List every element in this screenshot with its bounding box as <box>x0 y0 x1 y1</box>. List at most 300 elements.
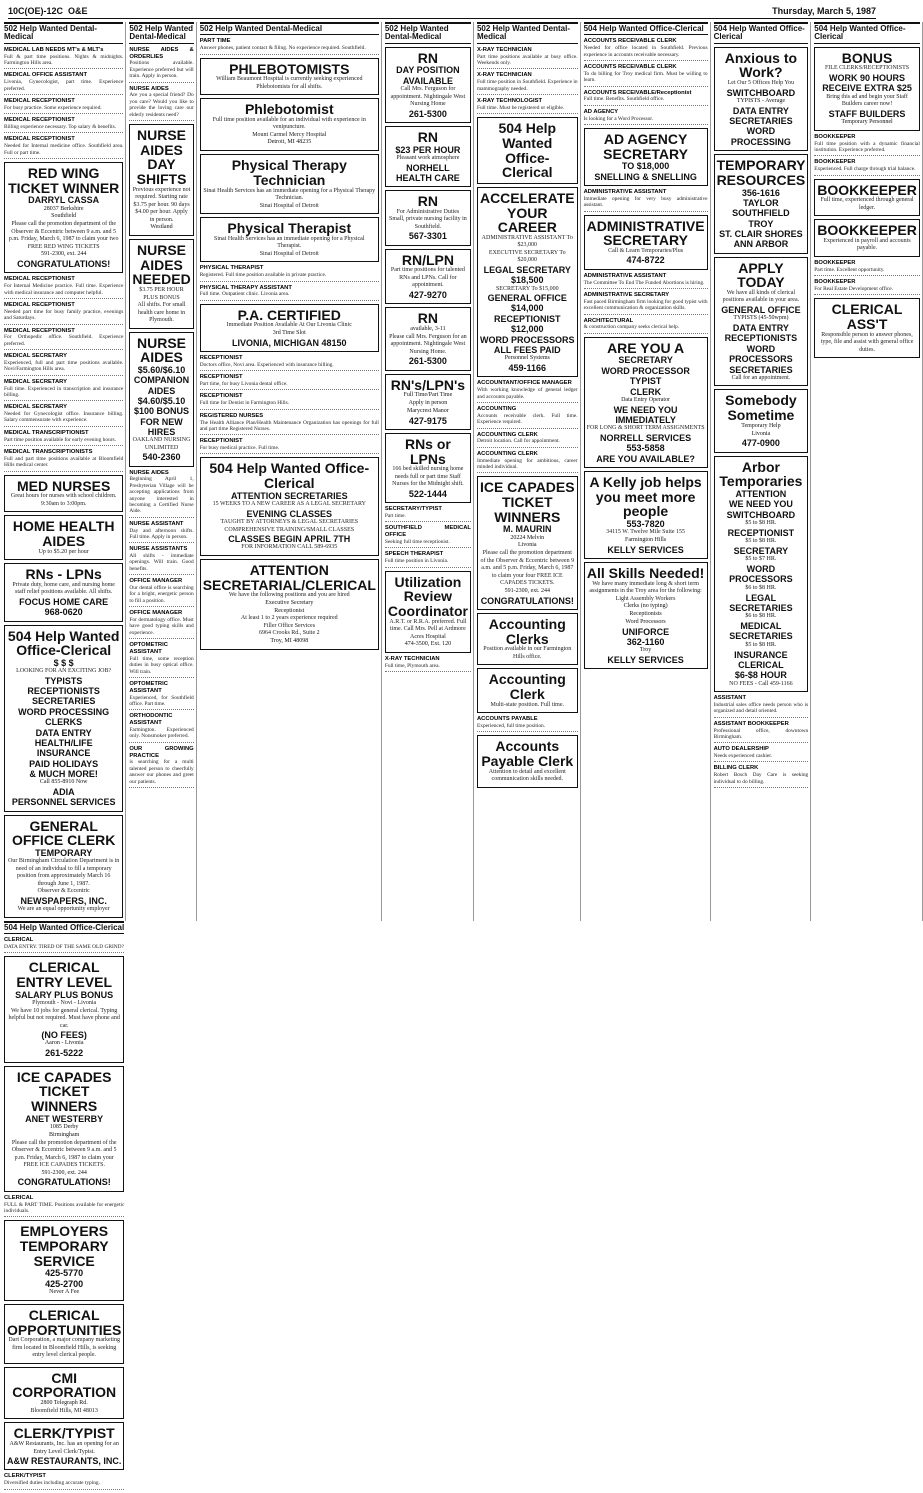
display-ad-line: RNs - LPNs <box>25 566 102 583</box>
display-ad-line: $5 to $8 HR. <box>745 520 777 527</box>
display-ad <box>584 215 708 270</box>
ad-title: MEDICAL OFFICE ASSISTANT <box>4 72 87 79</box>
display-ad-line: Phlebotomist <box>244 101 334 118</box>
ad-title: REGISTERED NURSES <box>199 412 264 419</box>
ad-title: ACCOUNTING <box>476 405 517 412</box>
display-ad-line: All Skills Needed! <box>586 564 705 581</box>
display-ad-line: Physical Therapy Technician <box>231 157 347 188</box>
display-ad-line: Accounting Clerk <box>488 671 566 702</box>
display-ad-line: P.A. CERTIFIED <box>237 306 341 323</box>
ad-text: For busy practice. Some experience required. <box>4 104 102 111</box>
display-ad-line: For Administrative Duties <box>396 208 460 215</box>
ad-text: Seeking full time receptionist. <box>384 539 450 546</box>
display-ad-line: BONUS <box>841 49 893 66</box>
display-ad-line: DATA ENTRY <box>732 323 789 334</box>
ad-text: Experienced, full and part time positions available. Novi/Farmington Hills area. <box>4 359 124 373</box>
classified-ad <box>584 318 708 334</box>
display-ad-line: NORHELL HEALTH CARE <box>395 162 460 183</box>
display-ad-line: SECRETARIES <box>32 696 96 707</box>
display-ad-line: Part time positions for talented RNs and LPNs. Call for appointment. <box>390 267 465 289</box>
display-ad <box>814 219 920 257</box>
classified-ad <box>4 353 123 376</box>
display-ad-line: Attention to detail and excellent communication skills needed. <box>488 768 566 783</box>
display-ad-line: Full time position available for an individual with experience in venipuncture. <box>212 116 366 131</box>
ad-text: is searching for a multi talented person to cheerfully answer our phones and greet our patients. <box>129 759 194 785</box>
display-ad-line: Data Entry Operator <box>621 396 671 403</box>
display-ad-line: Troy <box>639 647 652 654</box>
display-ad-line: SALARY PLUS BONUS <box>15 989 114 1000</box>
ad-title: SECRETARY/TYPIST <box>384 506 442 513</box>
display-ad <box>714 456 809 692</box>
display-ad-line: UNIFORCE <box>622 626 670 637</box>
display-ad-line: TYPIST <box>629 376 662 387</box>
display-ad-line: ALL FEES PAID <box>493 344 561 355</box>
display-ad-line: Receptionists <box>629 610 662 617</box>
display-ad <box>129 124 193 236</box>
display-ad-line: 261-5222 <box>45 1048 84 1059</box>
classified-ad <box>129 470 193 518</box>
ad-text: Full & part time positions. Nights & midnights. Farmington Hills area. <box>4 53 124 66</box>
ad-text: Professional office, downtown Birmingham. <box>713 727 809 740</box>
ad-text: Robert Bosch Day Care is seeking individual to do billing. <box>713 772 809 785</box>
ad-title: OFFICE MANAGER <box>129 578 183 585</box>
classified-ad <box>385 656 471 672</box>
display-ad-line: We are an equal opportunity employer <box>17 906 110 913</box>
display-ad-line: Aaron - Livonia <box>44 1040 84 1047</box>
display-ad-line: 15 WEEKS TO A NEW CAREER AS A LEGAL SECRETARY <box>212 501 366 508</box>
display-ad-line: CLERKS <box>45 717 83 728</box>
ad-text: Diversified duties including accurate typing. <box>4 1480 100 1487</box>
display-ad-line: Somebody Sometime <box>725 392 797 424</box>
display-ad <box>814 47 920 131</box>
ad-title: MEDICAL RECEPTIONIST <box>4 117 75 124</box>
display-ad-line: 459-1166 <box>508 363 547 373</box>
category-heading: 502 Help Wanted Dental-Medical <box>385 22 471 44</box>
classified-ad <box>200 38 379 54</box>
classified-ad <box>4 72 123 95</box>
ad-text: Full time. Must be registered or eligible. <box>476 104 565 111</box>
ad-title: MEDICAL RECEPTIONIST <box>4 301 75 308</box>
classified-ad <box>584 64 708 87</box>
category-heading: 504 Help Wanted Office-Clerical <box>714 22 809 44</box>
display-ad-line: Temporary Personnel <box>841 119 893 125</box>
display-ad-line: TAUGHT BY ATTORNEYS & LEGAL SECRETARIES <box>220 519 359 526</box>
ad-title: CLERK/TYPIST <box>4 1473 46 1480</box>
display-ad-line: Executive Secretary <box>265 599 314 606</box>
ad-text: Day and afternoon shifts. Full time. Apply in person. <box>129 527 194 540</box>
display-ad-line: Small, private nursing facility in Southfield. <box>388 216 467 230</box>
display-ad-line: available, 3-11 <box>410 325 446 332</box>
display-ad-line: RN's/LPN's <box>390 376 466 393</box>
display-ad-line: Troy, MI 48098 <box>270 637 309 644</box>
display-ad <box>714 154 809 253</box>
ad-text: Experienced. Full charge through trial balance. <box>814 166 916 173</box>
classified-ad <box>129 713 193 742</box>
category-heading: 504 Help Wanted Office-Clerical <box>4 921 124 934</box>
display-ad-line: TEMPORARY <box>35 848 93 859</box>
display-ad-line: A&W RESTAURANTS, INC. <box>7 1456 122 1467</box>
display-ad-line: Arbor Temporaries <box>719 458 803 490</box>
classified-ad <box>584 189 708 212</box>
ad-title: MEDICAL LAB NEEDS MT's & MLT's <box>4 46 104 53</box>
display-ad <box>385 249 471 305</box>
display-ad-line: ICE CAPADES TICKET WINNERS <box>16 1068 112 1114</box>
classified-ad <box>477 380 578 403</box>
display-ad-line: 20224 Melvin <box>510 534 545 541</box>
ad-text: Fast paced Birmingham firm looking for good typist with excellent communication & organization skills. <box>583 298 708 312</box>
ad-text: Part time positions available at busy office. Weekends only. <box>476 53 578 66</box>
ad-text: Needed part time for busy family practice, evenings and Saturdays. <box>4 308 124 322</box>
classified-ad <box>714 695 809 718</box>
display-ad <box>477 187 578 377</box>
display-ad-line: MEDICAL SECRETARIES <box>729 621 793 642</box>
display-ad <box>814 179 920 217</box>
display-ad-line: TYPISTS - Average <box>736 98 786 104</box>
display-ad <box>477 117 578 184</box>
display-ad-line: Filler Office Services <box>263 622 316 629</box>
category-heading: 502 Help Wanted Dental-Medical <box>200 22 379 35</box>
display-ad-line: NURSE AIDES <box>137 334 187 366</box>
classified-ad <box>4 276 123 299</box>
display-ad-line: ADMINISTRATIVE ASSISTANT To $23,000 <box>481 234 573 249</box>
display-ad-line: RECEPTIONIST $12,000 <box>494 313 561 335</box>
display-ad-line: DAY POSITION AVAILABLE <box>396 65 460 86</box>
ad-title: OFFICE MANAGER <box>129 610 183 617</box>
display-ad-line: SECRETARY <box>618 355 673 366</box>
display-ad-line: RECEPTIONISTS <box>27 686 100 697</box>
display-ad-line: Livonia <box>751 430 771 437</box>
classified-ad <box>477 72 578 95</box>
display-ad-line: WORD PROCESSOR <box>601 365 690 376</box>
classified-ad <box>129 642 193 678</box>
category-heading: 504 Help Wanted Office-Clerical <box>584 22 708 35</box>
ad-title: ACCOUNTANT/OFFICE MANAGER <box>476 380 572 387</box>
ad-title: MEDICAL RECEPTIONIST <box>4 276 75 283</box>
ad-title: BOOKKEEPER <box>814 133 856 140</box>
ad-title: MEDICAL SECRETARY <box>4 404 68 411</box>
ad-text: Livonia, Gynecologist, part time. Experience preferred. <box>4 79 124 92</box>
classified-ad <box>4 404 123 427</box>
display-ad-line: CLERK <box>630 386 662 397</box>
ad-title: MEDICAL TRANSCRIPTIONISTS <box>4 449 93 456</box>
display-ad-line: ANN ARBOR <box>733 239 789 250</box>
classified-ad <box>4 430 123 446</box>
display-ad <box>477 668 578 713</box>
ad-text: Answer phones, patient contact & filing. No experience required. Southfield. <box>199 45 366 52</box>
display-ad-line: Accounting Clerks <box>488 615 566 647</box>
ad-title: X-RAY TECHNICIAN <box>384 656 440 663</box>
display-ad-line: WORK 90 HOURS <box>829 72 906 83</box>
ad-text: Full time. Experienced in transcription and insurance billing. <box>4 385 124 398</box>
display-ad-line: We have all kinds of clerical positions available in your area. <box>722 289 800 304</box>
display-ad-line: A&W Restaurants, Inc. has an opening for an Entry Level Clerk/Typist. <box>9 1441 119 1455</box>
ad-title: PHYSICAL THERAPIST <box>199 265 264 272</box>
display-ad-line: We have 10 jobs for general clerical. Typing helpful but not required. Must have phone and car. <box>8 1007 120 1029</box>
display-ad-line: RN <box>417 193 439 210</box>
ad-title: RECEPTIONIST <box>199 355 243 362</box>
classified-column <box>4 22 126 921</box>
ad-title: MEDICAL SECRETARY <box>4 378 68 385</box>
display-ad <box>477 476 578 610</box>
display-ad-line: $6 to $8 HR. <box>745 613 777 620</box>
page-number: 10C(OE)-12C <box>8 6 64 16</box>
display-ad-line: Personnel Systems <box>504 355 550 362</box>
ad-title: BOOKKEEPER <box>814 159 856 166</box>
display-ad <box>4 162 123 273</box>
display-ad-line: BOOKKEEPER <box>817 222 917 239</box>
display-ad-line: Receptionist <box>274 607 305 614</box>
classified-column <box>584 22 711 921</box>
display-ad-line: Call Mrs. Ferguson for appointment. Nightingale West Nursing Home <box>390 86 466 108</box>
display-ad-line: 356-1616 <box>741 187 780 198</box>
display-ad <box>200 98 379 151</box>
ad-text: With working knowledge of general ledger and accounts payable. <box>476 387 578 400</box>
display-ad <box>385 433 471 503</box>
classified-ad <box>4 47 123 70</box>
display-ad-line: 474-3500, Ext. 120 <box>404 641 452 648</box>
ad-title: X-RAY TECHNOLOGIST <box>476 97 543 104</box>
ad-text: For busy medical practice. Full time. <box>199 445 280 452</box>
ad-title: MEDICAL SECRETARY <box>4 353 68 360</box>
display-ad-line: Experienced in payroll and accounts payable. <box>823 237 911 252</box>
display-ad-line: SECRETARIES <box>729 364 793 375</box>
display-ad-line: Please call the promotion department of the Observer & Eccentric between 9 a.m. and 5 p.m. Friday, March 6, 1987 to claim your two FREE RED WING TICKETS <box>8 221 119 250</box>
ad-text: Farmington. Experienced only. Nonsmoker preferred. <box>129 726 194 740</box>
ad-text: Is looking for a Word Processor. <box>583 115 654 122</box>
classified-ad <box>129 610 193 639</box>
ad-text: The Health Alliance Plan/Health Maintenance Organization has openings for full and part time Registered Nurses. <box>199 419 379 432</box>
classified-ad <box>129 578 193 607</box>
display-ad-line: BOOKKEEPER <box>817 181 917 198</box>
classified-ad <box>4 302 123 325</box>
display-ad-line: KELLY SERVICES <box>607 544 684 555</box>
display-ad-line: RED WING TICKET WINNER <box>8 164 120 196</box>
ad-text: Full time position in Livonia. <box>384 558 449 565</box>
ad-text: Full time. Benefits. Southfield office. <box>583 96 665 103</box>
ad-text: Full time, Plymouth area. <box>384 662 440 669</box>
display-ad-line: Apply in person <box>408 400 448 407</box>
display-ad <box>200 304 379 352</box>
display-ad-line: DATA ENTRY <box>732 105 789 116</box>
display-ad-line: William Beaumont Hospital is currently seeking experienced Phlebotomists for all shifts. <box>216 76 363 90</box>
display-ad <box>4 1367 124 1420</box>
display-ad-line: APPLY TODAY <box>737 259 785 291</box>
display-ad <box>584 337 708 468</box>
classified-column <box>4 921 126 1493</box>
ad-text: Detroit location. Call for appointment. <box>476 438 560 445</box>
display-ad-line: Marycrest Manor <box>406 407 449 414</box>
display-ad-line: Southfield <box>51 213 77 220</box>
classified-ad <box>477 47 578 70</box>
display-ad <box>4 625 123 812</box>
display-ad-line: EMPLOYERS TEMPORARY SERVICE <box>19 1223 109 1269</box>
display-ad-line: Observer & Eccentric <box>37 888 90 895</box>
classified-ad <box>200 374 379 390</box>
display-ad-line: KELLY SERVICES <box>607 654 684 665</box>
display-ad-line: FOCUS HOME CARE <box>19 596 109 607</box>
classified-ad <box>200 393 379 409</box>
display-ad-line: ATTENTION <box>735 489 787 500</box>
display-ad-line: $5 to $8 HR. <box>745 538 777 545</box>
display-ad-line: RN <box>417 49 439 66</box>
issue-date: Thursday, March 5, 1987 <box>772 6 876 16</box>
ad-text: Part time. Excellent opportunity. <box>814 266 885 273</box>
ad-title: BOOKKEEPER <box>814 259 856 266</box>
ad-text: Beginning April 1, Presbyterian Village will be accepting applications from anyone interested in becoming a Certified Nurse Aide. <box>129 476 194 515</box>
display-ad <box>4 1304 124 1364</box>
display-ad-line: PAID HOLIDAYS <box>29 758 99 769</box>
display-ad-line: FILE CLERKS/RECEPTIONISTS <box>824 65 910 72</box>
ad-title: RECEPTIONIST <box>199 438 243 445</box>
display-ad-line: Our Birmingham Circulation Department is in need of an individual to fill a temporary position from approximately March 16 through June 1, 1987. <box>8 858 120 887</box>
display-ad-line: CLERK/TYPIST <box>13 1425 115 1442</box>
display-ad-line: SOUTHFIELD <box>732 208 790 219</box>
classified-ad <box>4 449 123 472</box>
ad-text: Immediate opening for ambitious, career minded individual. <box>476 457 578 470</box>
display-ad-line: WORD PROCESSORS <box>480 334 575 345</box>
classified-ad <box>584 292 708 315</box>
classified-ad <box>584 38 708 61</box>
ad-title: CLERICAL <box>4 937 34 944</box>
display-ad-line: 427-9270 <box>408 289 447 300</box>
display-ad <box>385 307 471 370</box>
display-ad-line: Temporary Help <box>741 422 781 429</box>
ad-title: ACCOUNTS PAYABLE <box>476 716 538 723</box>
display-ad-line: FOR INFORMATION CALL 589-6935 <box>241 544 338 551</box>
display-ad-line: 166 bed skilled nursing home needs full or part time Staff Nurses for the Midnight shift. <box>392 466 464 488</box>
display-ad-line: WORD PROCESSORS <box>729 343 793 365</box>
ad-title: RECEPTIONIST <box>199 374 243 381</box>
display-ad-line: 553-5858 <box>626 443 665 454</box>
ad-text: Needs experienced cashier. <box>713 753 773 760</box>
ad-text: For Internal Medicine practice. Full time. Experience with medical insurance and computer helpful. <box>4 283 124 296</box>
display-ad <box>385 571 471 653</box>
ad-text: Needed for office located in Southfield. Previous experience in accounts receivable necessary. <box>583 45 708 58</box>
ad-title: NURSE ASSISTANTS <box>129 546 188 553</box>
ad-title: ADMINISTRATIVE SECRETARY <box>583 292 670 299</box>
display-ad-line: TROY <box>748 218 774 229</box>
display-ad-line: Accounts Payable Clerk <box>481 738 574 770</box>
display-ad-line: 34115 W. Twelve Mile Suite 155 <box>606 529 686 536</box>
ad-text: Positions available. Experience preferred but will train. Apply in person. <box>129 60 194 80</box>
classified-ad <box>477 406 578 429</box>
display-ad-line: 567-3301 <box>408 231 447 242</box>
ad-text: Needed for Gynecologist office. Insurance billing. Salary commensurate with experience. <box>4 411 124 424</box>
display-ad <box>714 47 809 151</box>
display-ad-line: $ $ $ <box>53 657 74 668</box>
ad-text: Full time for Dentist in Farmington Hills. <box>199 400 290 407</box>
display-ad-line: RN <box>417 310 439 327</box>
display-ad-line: Full Time/Part Time <box>403 392 453 399</box>
display-ad-line: NURSE AIDES NEEDED <box>132 241 191 288</box>
display-ad-line: GENERAL OFFICE $14,000 <box>487 293 567 314</box>
ad-title: MEDICAL RECEPTIONIST <box>4 97 75 104</box>
ad-text: Billing experience necessary. Top salary & benefits. <box>4 123 117 130</box>
classified-ad <box>477 716 578 732</box>
display-ad-line: CONGRATULATIONS! <box>480 595 574 606</box>
classified-ad <box>129 681 193 710</box>
display-ad-line: AD AGENCY SECRETARY <box>603 130 688 162</box>
classified-ad <box>4 136 123 159</box>
display-ad <box>714 257 809 387</box>
display-ad-line: Please call the promotion department of the Observer & Eccentric between 9 a.m. and 5 p.m. Friday, March 6, 1987 to claim your four FREE ICE CAPADES TICKETS. <box>480 550 575 587</box>
display-ad-line: $4.60/$5.10 <box>137 395 186 406</box>
classified-ad <box>200 438 379 454</box>
display-ad-line: RN/LPN <box>401 251 454 268</box>
display-ad-line: Westland <box>150 224 173 231</box>
ad-title: NURSE AIDES & ORDERLIES <box>129 46 194 60</box>
display-ad <box>129 239 193 329</box>
display-ad-line: Anxious to Work? <box>724 49 798 81</box>
display-ad-line: RECEIVE EXTRA $25 <box>822 83 912 94</box>
classified-ad <box>129 521 193 544</box>
display-ad <box>4 1422 124 1470</box>
display-ad-line: Private duty, home care, and nursing home staff relief positions available. All shifts. <box>12 581 115 596</box>
classified-ad <box>129 47 193 83</box>
classified-ad <box>584 273 708 289</box>
ad-title: ACCOUNTING CLERK <box>476 431 538 438</box>
display-ad-line: Bring this ad and begin your Staff Builders career now! <box>826 93 908 108</box>
display-ad-line: CLERICAL ENTRY LEVEL <box>16 959 113 991</box>
display-ad-line: EXECUTIVE SECRETARY To $20,000 <box>488 249 566 264</box>
classified-ad <box>814 159 920 175</box>
display-ad-line: 540-2360 <box>142 452 181 463</box>
display-ad-line: At least 1 to 2 years experience required <box>240 615 338 622</box>
ad-text: & construction company seeks clerical help. <box>583 324 680 331</box>
display-ad-line: Up to $5.20 per hour <box>38 548 89 555</box>
display-ad <box>814 298 920 358</box>
display-ad-line: Word Processors <box>625 618 666 625</box>
display-ad <box>4 475 123 513</box>
display-ad-line: Physical Therapist <box>227 220 352 237</box>
display-ad-line: 6964 Crooks Rd., Suite 2 <box>258 630 320 637</box>
display-ad-line: Position available in our Farmington Hills office. <box>483 646 572 660</box>
ad-title: AUTO DEALERSHIP <box>713 746 769 753</box>
display-ad-line: RECEPTIONIST <box>727 527 795 538</box>
ad-title: CLERICAL <box>4 1194 34 1201</box>
classified-ad <box>4 1195 124 1218</box>
ad-text: Needed for Internal medicine office. Southfield area. Full or part time. <box>4 143 124 156</box>
ad-text: For Orthopedic office. Southfield. Experience preferred. <box>4 334 124 347</box>
display-ad-line: Previous experience not required. Starting rate $3.75 per hour. 90 days $4.00 per hour. Apply in person. <box>132 186 191 223</box>
classified-ad <box>4 117 123 133</box>
display-ad <box>4 815 123 918</box>
display-ad-line: LEGAL SECRETARY $18,500 <box>483 264 571 286</box>
display-ad <box>4 956 124 1062</box>
display-ad-line: RNs or LPNs <box>404 436 451 467</box>
display-ad-line: SECRETARY <box>733 546 789 556</box>
category-heading: 502 Help Wanted Dental-Medical <box>4 22 123 44</box>
display-ad-line: INSURANCE CLERICAL <box>734 649 788 670</box>
display-ad-line: WORD PROCESSING <box>730 126 791 147</box>
display-ad <box>200 217 379 262</box>
display-ad-line: Clerks (no typing) <box>623 603 668 610</box>
classified-ad <box>4 328 123 351</box>
display-ad-line: A.R.T. or R.R.A. preferred. Full time. Call Mrs. Pell at Ardmore Acres Hospital <box>389 618 467 640</box>
ad-text: Accounts receivable clerk. Full time. Experience required. <box>476 412 578 426</box>
display-ad-line: ADIA <box>52 787 75 798</box>
ad-title: ACCOUNTS RECEIVABLE CLERK <box>583 63 677 70</box>
display-ad-line: M. MAURIN <box>503 524 552 535</box>
display-ad <box>129 332 193 467</box>
display-ad <box>4 515 123 560</box>
ad-title: ADMINISTRATIVE ASSISTANT <box>583 272 667 279</box>
display-ad-line: SECRETARIES <box>729 116 793 127</box>
display-ad-line: MED NURSES <box>16 477 111 494</box>
display-ad-line: PERSONNEL SERVICES <box>11 797 116 808</box>
ad-title: BOOKKEEPER <box>814 279 856 286</box>
display-ad-line: Mount Carmel Mercy Hospital <box>252 131 327 138</box>
